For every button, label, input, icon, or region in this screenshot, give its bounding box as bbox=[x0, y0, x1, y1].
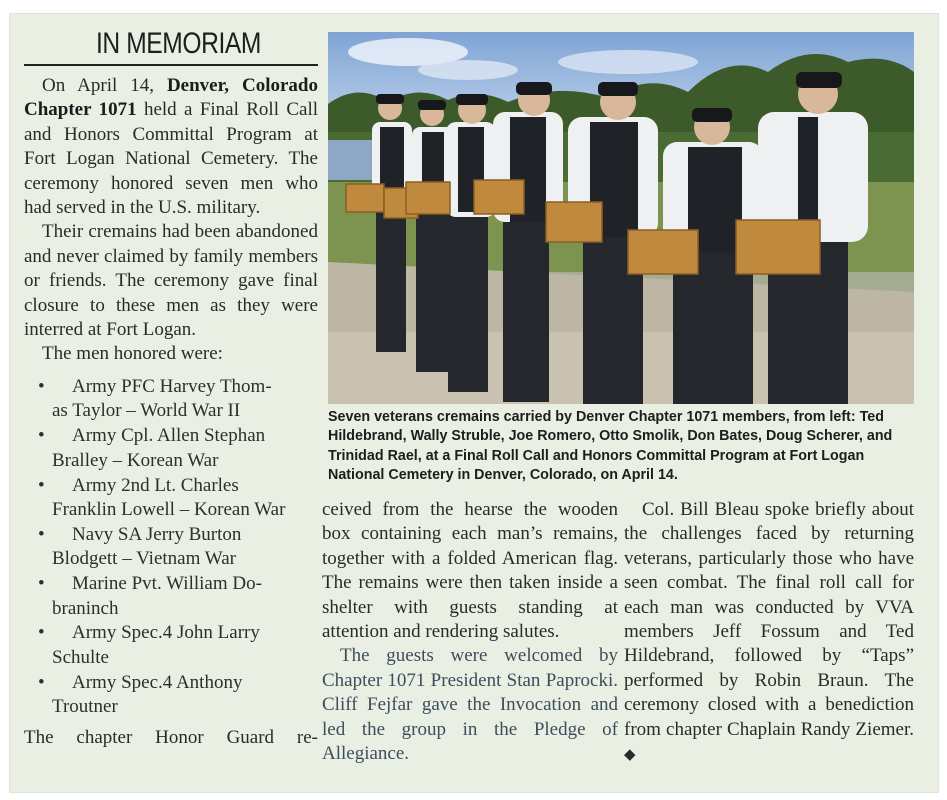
paragraph-1: On April 14, Denver, Colorado Chapter 1071 held a Final Roll Call and Honors Committal Program at Fort Logan National Cemetery. The ceremony honored seven men who had served in the U.S. military. bbox=[24, 75, 318, 219]
paragraph-4-start: The chapter Honor Guard re- bbox=[24, 726, 318, 748]
column-2 bbox=[322, 498, 618, 766]
list-item: • Marine Pvt. William Do- braninch bbox=[38, 573, 262, 619]
bullet-icon: • bbox=[38, 671, 45, 693]
list-item: • Navy SA Jerry Burton Blodgett – Vietnam War bbox=[38, 523, 242, 570]
title-rule bbox=[24, 64, 318, 66]
paragraph-6: Col. Bill Bleau spoke briefly about the challenges faced by returning veterans, particularly those who have seen combat. The final roll call for each man was conducted by VVA members Jeff Fossum and Ted Hildebrand, followed by “Taps” performed by Robin Braun. The ceremony closed with a benediction from chapter Chaplain Randy Ziemer. ◆ bbox=[624, 499, 914, 764]
paragraph-5: The guests were welcomed by Chapter 1071 President Stan Paprocki. Cliff Fejfar gave the Invocation and led the group in the Pledge of Allegiance. bbox=[322, 645, 618, 765]
bullet-icon: • bbox=[38, 425, 45, 447]
column-1 bbox=[24, 26, 318, 750]
end-mark-icon: ◆ bbox=[624, 747, 636, 764]
paragraph-3: The men honored were: bbox=[42, 343, 223, 365]
list-item: • Army Spec.4 Anthony Troutner bbox=[38, 671, 243, 718]
honored-list bbox=[24, 375, 318, 720]
photo-caption: Seven veterans cremains carried by Denver Chapter 1071 members, from left: Ted Hildebrand, Wally Struble, Joe Romero, Otto Smolik, Don Bates, Doug Scherer, and Trinidad Rael, at a Final Roll Call and Honors Committal Program at Fort Logan National Cemetery in Denver, Colorado, on April 14. bbox=[328, 409, 893, 483]
bullet-icon: • bbox=[38, 523, 45, 545]
list-item: • Army Cpl. Allen Stephan Bralley – Korean War bbox=[38, 425, 266, 471]
chapter-name: Denver, Colorado Chapter 1071 bbox=[24, 75, 318, 121]
photo-illustration bbox=[328, 32, 914, 404]
bullet-icon: • bbox=[38, 474, 45, 496]
magazine-page bbox=[10, 14, 938, 792]
paragraph-2: Their cremains had been abandoned and never claimed by family members or friends. The ceremony gave final closure to these men as they were interred at Fort Logan. bbox=[24, 221, 318, 341]
column-3 bbox=[624, 498, 914, 767]
list-item: • Army Spec.4 John Larry Schulte bbox=[38, 622, 260, 668]
bullet-icon: • bbox=[38, 375, 45, 397]
article-title: IN MEMORIAM bbox=[96, 27, 261, 60]
paragraph-4-cont: ceived from the hearse the wooden box containing each man’s remains, together with a folded American flag. The remains were then taken inside a shelter with guests standing at attention and rendering salutes. bbox=[322, 499, 618, 643]
ceremony-photo bbox=[328, 32, 914, 404]
bullet-icon: • bbox=[38, 622, 45, 644]
bullet-icon: • bbox=[38, 573, 45, 595]
list-item: • Army 2nd Lt. Charles Franklin Lowell – Korean War bbox=[38, 474, 286, 520]
list-item: • Army PFC Harvey Thom- as Taylor – World War II bbox=[38, 375, 272, 422]
